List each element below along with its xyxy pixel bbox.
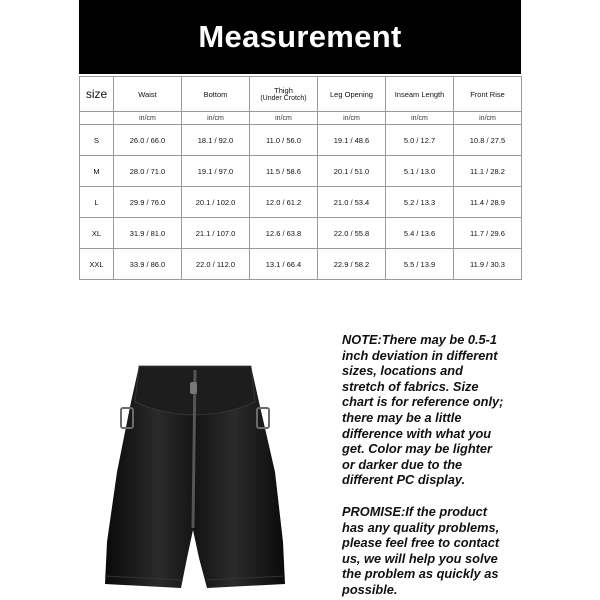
- value-cell: 11.5 / 58.6: [250, 156, 318, 187]
- leather-shorts-image: [99, 362, 289, 594]
- unit-cell: in/cm: [454, 112, 522, 125]
- thigh-sublabel: (Under Crotch): [260, 95, 307, 102]
- value-cell: 11.9 / 30.3: [454, 249, 522, 280]
- column-header-leg-opening: Leg Opening: [318, 77, 386, 112]
- value-cell: 22.9 / 58.2: [318, 249, 386, 280]
- size-cell: L: [80, 187, 114, 218]
- value-cell: 33.9 / 86.0: [114, 249, 182, 280]
- unit-cell: in/cm: [182, 112, 250, 125]
- banner-title: Measurement: [198, 19, 402, 54]
- thigh-label: Thigh: [274, 86, 293, 95]
- value-cell: 20.1 / 51.0: [318, 156, 386, 187]
- size-cell: XXL: [80, 249, 114, 280]
- value-cell: 5.2 / 13.3: [386, 187, 454, 218]
- value-cell: 11.4 / 28.9: [454, 187, 522, 218]
- table-row-m: [80, 156, 522, 187]
- size-chart-table: [79, 76, 522, 280]
- promise-text: PROMISE:If the product has any quality problems, please feel free to contact us, we will help you solve the problem as quickly as possible.: [342, 504, 500, 597]
- value-cell: 10.8 / 27.5: [454, 125, 522, 156]
- value-cell: 5.1 / 13.0: [386, 156, 454, 187]
- zipper-pull: [190, 382, 197, 394]
- unit-cell: in/cm: [386, 112, 454, 125]
- value-cell: 29.9 / 76.0: [114, 187, 182, 218]
- size-cell: M: [80, 156, 114, 187]
- size-cell: S: [80, 125, 114, 156]
- table-row-xxl: [80, 249, 522, 280]
- table-row-s: [80, 125, 522, 156]
- value-cell: 5.4 / 13.6: [386, 218, 454, 249]
- value-cell: 11.7 / 29.6: [454, 218, 522, 249]
- value-cell: 11.1 / 28.2: [454, 156, 522, 187]
- value-cell: 5.5 / 13.9: [386, 249, 454, 280]
- unit-cell: in/cm: [318, 112, 386, 125]
- column-header-thigh: [250, 77, 318, 112]
- table-row-l: [80, 187, 522, 218]
- column-header-front-rise: Front Rise: [454, 77, 522, 112]
- value-cell: 12.6 / 63.8: [250, 218, 318, 249]
- unit-cell: in/cm: [114, 112, 182, 125]
- value-cell: 19.1 / 48.6: [318, 125, 386, 156]
- column-header-inseam-length: Inseam Length: [386, 77, 454, 112]
- unit-cell: in/cm: [250, 112, 318, 125]
- value-cell: 26.0 / 66.0: [114, 125, 182, 156]
- value-cell: 28.0 / 71.0: [114, 156, 182, 187]
- value-cell: 31.9 / 81.0: [114, 218, 182, 249]
- value-cell: 12.0 / 61.2: [250, 187, 318, 218]
- value-cell: 21.0 / 53.4: [318, 187, 386, 218]
- value-cell: 19.1 / 97.0: [182, 156, 250, 187]
- value-cell: 22.0 / 112.0: [182, 249, 250, 280]
- measurement-banner: [79, 0, 521, 74]
- value-cell: 11.0 / 56.0: [250, 125, 318, 156]
- size-cell: XL: [80, 218, 114, 249]
- units-row: [80, 112, 522, 125]
- value-cell: 21.1 / 107.0: [182, 218, 250, 249]
- value-cell: 13.1 / 66.4: [250, 249, 318, 280]
- table-header-row: [80, 77, 522, 112]
- table-row-xl: [80, 218, 522, 249]
- value-cell: 22.0 / 55.8: [318, 218, 386, 249]
- column-header-waist: Waist: [114, 77, 182, 112]
- value-cell: 5.0 / 12.7: [386, 125, 454, 156]
- column-header-bottom: Bottom: [182, 77, 250, 112]
- size-header: size: [80, 77, 114, 112]
- value-cell: 20.1 / 102.0: [182, 187, 250, 218]
- units-blank: [80, 112, 114, 125]
- value-cell: 18.1 / 92.0: [182, 125, 250, 156]
- note-text: NOTE:There may be 0.5-1 inch deviation in different sizes, locations and stretch of fabrics. Size chart is for reference only; there may be a little difference with what you get. Color may be lighter or darker due to the different PC display.: [342, 332, 504, 488]
